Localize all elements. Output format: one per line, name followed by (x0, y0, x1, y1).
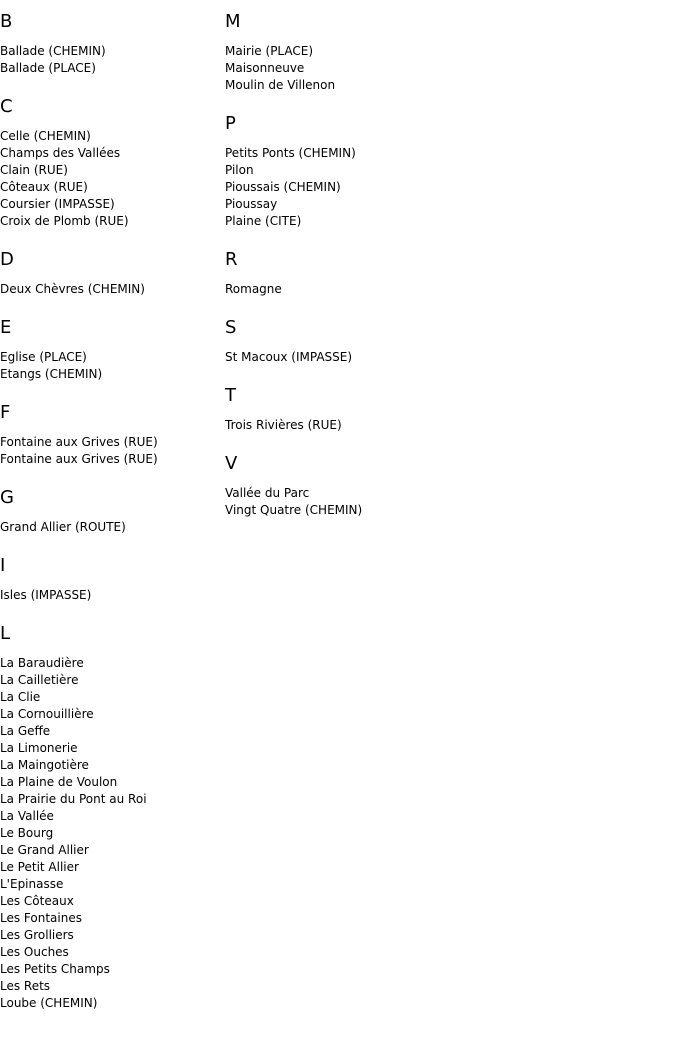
street-entry[interactable]: Les Fontaines (0, 911, 82, 925)
street-index-right-column (225, 0, 525, 539)
street-entry[interactable]: Maisonneuve (225, 61, 305, 75)
street-entry[interactable]: La Clie (0, 690, 41, 704)
street-entry[interactable]: Ballade (CHEMIN) (0, 44, 106, 58)
street-list (0, 519, 220, 536)
street-entry[interactable]: La Limonerie (0, 741, 78, 755)
street-entry[interactable]: Plaine (CITE) (225, 214, 302, 228)
letter-section (225, 250, 525, 298)
section-letter-heading: D (0, 249, 14, 270)
street-entry[interactable]: Moulin de Villenon (225, 78, 336, 92)
street-entry[interactable]: Coursier (IMPASSE) (0, 197, 115, 211)
street-entry[interactable]: La Baraudière (0, 656, 84, 670)
section-letter-heading: I (0, 555, 6, 576)
street-entry[interactable]: Fontaine aux Grives (RUE) (0, 435, 158, 449)
letter-section (225, 12, 525, 94)
section-letter-heading: B (0, 11, 13, 32)
letter-section (225, 318, 525, 366)
street-entry[interactable]: Côteaux (RUE) (0, 180, 88, 194)
street-list (225, 281, 525, 298)
letter-section (0, 403, 220, 468)
section-letter-heading: G (0, 487, 14, 508)
letter-section (225, 386, 525, 434)
street-entry[interactable]: Le Bourg (0, 826, 54, 840)
street-entry[interactable]: Vallée du Parc (225, 486, 310, 500)
street-entry[interactable]: La Cailletière (0, 673, 79, 687)
section-letter-heading: E (0, 317, 12, 338)
street-entry[interactable]: Trois Rivières (RUE) (225, 418, 342, 432)
street-entry[interactable]: Isles (IMPASSE) (0, 588, 92, 602)
street-entry[interactable]: Les Ouches (0, 945, 69, 959)
street-entry[interactable]: La Maingotière (0, 758, 89, 772)
street-list (225, 417, 525, 434)
street-entry[interactable]: Grand Allier (ROUTE) (0, 520, 126, 534)
street-entry[interactable]: Deux Chèvres (CHEMIN) (0, 282, 145, 296)
street-entry[interactable]: Les Grolliers (0, 928, 74, 942)
street-entry[interactable]: Petits Ponts (CHEMIN) (225, 146, 356, 160)
street-entry[interactable]: Les Côteaux (0, 894, 74, 908)
street-entry[interactable]: La Cornouillière (0, 707, 94, 721)
street-entry[interactable]: Mairie (PLACE) (225, 44, 314, 58)
letter-section (0, 318, 220, 383)
street-list (0, 281, 220, 298)
street-entry[interactable]: Le Grand Allier (0, 843, 89, 857)
street-entry[interactable]: Vingt Quatre (CHEMIN) (225, 503, 363, 517)
street-entry[interactable]: St Macoux (IMPASSE) (225, 350, 353, 364)
letter-section (0, 250, 220, 298)
section-letter-heading: T (225, 385, 236, 406)
street-entry[interactable]: Pioussais (CHEMIN) (225, 180, 341, 194)
street-entry[interactable]: La Geffe (0, 724, 51, 738)
street-entry[interactable]: La Vallée (0, 809, 54, 823)
street-list (0, 43, 220, 77)
street-entry[interactable]: La Prairie du Pont au Roi (0, 792, 147, 806)
street-entry[interactable]: Champs des Vallées (0, 146, 121, 160)
street-entry[interactable]: Romagne (225, 282, 282, 296)
street-list (0, 655, 220, 1012)
letter-section (0, 488, 220, 536)
street-entry[interactable]: Croix de Plomb (RUE) (0, 214, 129, 228)
street-list (0, 587, 220, 604)
street-list (0, 349, 220, 383)
section-letter-heading: F (0, 402, 11, 423)
street-entry[interactable]: Eglise (PLACE) (0, 350, 87, 364)
section-letter-heading: V (225, 453, 238, 474)
street-entry[interactable]: L'Epinasse (0, 877, 64, 891)
street-entry[interactable]: Celle (CHEMIN) (0, 129, 91, 143)
street-entry[interactable]: Pilon (225, 163, 254, 177)
street-entry[interactable]: Etangs (CHEMIN) (0, 367, 103, 381)
street-entry[interactable]: Pioussay (225, 197, 278, 211)
street-entry[interactable]: Le Petit Allier (0, 860, 79, 874)
street-entry[interactable]: Fontaine aux Grives (RUE) (0, 452, 158, 466)
street-entry[interactable]: Loube (CHEMIN) (0, 996, 98, 1010)
street-list (225, 145, 525, 230)
street-list (225, 485, 525, 519)
street-list (225, 349, 525, 366)
section-letter-heading: C (0, 96, 13, 117)
section-letter-heading: P (225, 113, 236, 134)
street-entry[interactable]: Clain (RUE) (0, 163, 68, 177)
section-letter-heading: S (225, 317, 237, 338)
section-letter-heading: L (0, 623, 11, 644)
street-index-left-column (0, 0, 220, 1032)
section-letter-heading: R (225, 249, 238, 270)
letter-section (0, 556, 220, 604)
letter-section (225, 114, 525, 230)
street-entry[interactable]: Les Petits Champs (0, 962, 110, 976)
section-letter-heading: M (225, 11, 241, 32)
letter-section (0, 97, 220, 230)
letter-section (0, 624, 220, 1012)
street-entry[interactable]: Les Rets (0, 979, 51, 993)
street-list (0, 434, 220, 468)
letter-section (225, 454, 525, 519)
street-entry[interactable]: Ballade (PLACE) (0, 61, 96, 75)
street-list (225, 43, 525, 94)
street-entry[interactable]: La Plaine de Voulon (0, 775, 118, 789)
letter-section (0, 12, 220, 77)
street-list (0, 128, 220, 230)
